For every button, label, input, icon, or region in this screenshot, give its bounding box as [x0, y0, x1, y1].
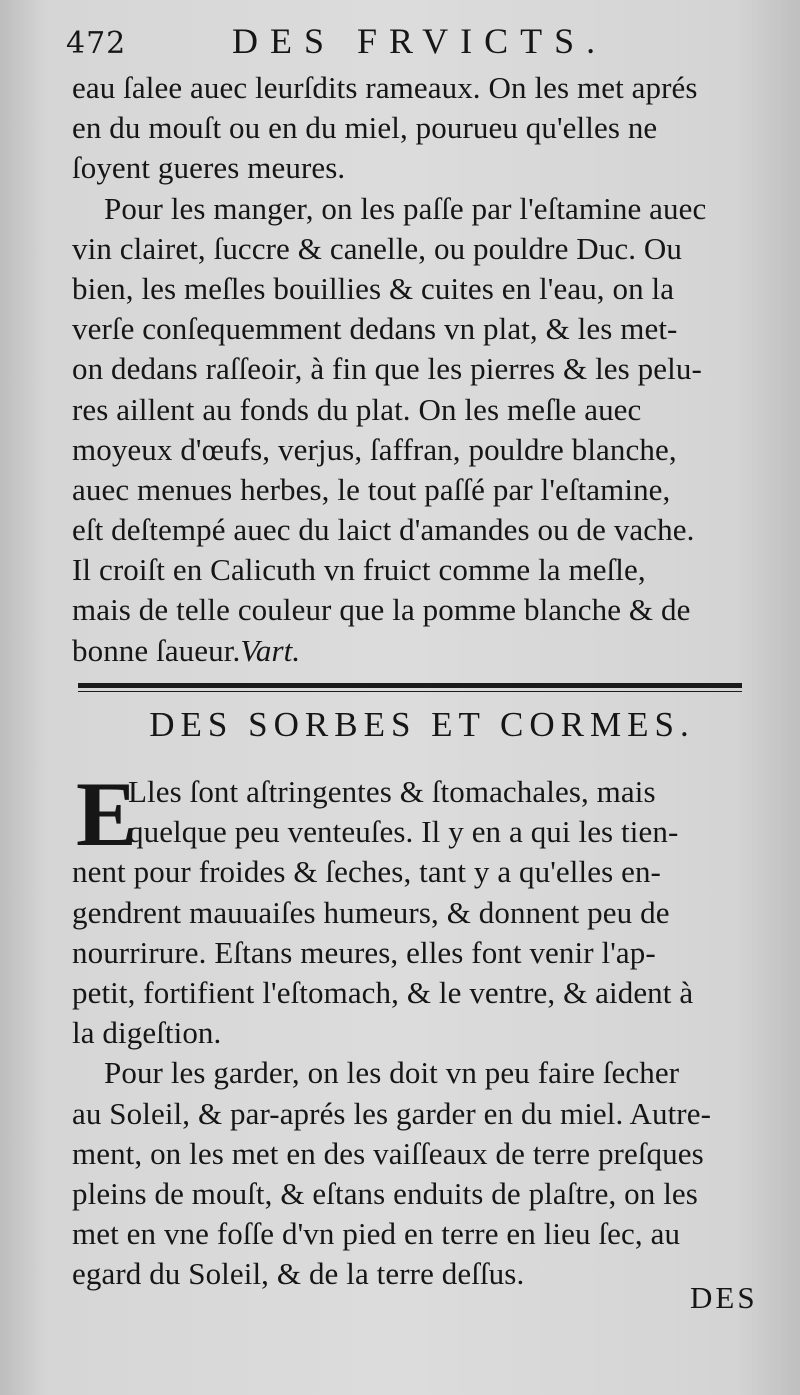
text-line: la digeſtion.	[72, 1015, 222, 1051]
author-reference: Vart.	[240, 632, 301, 668]
text-line: Lles ſont aſtringentes & ſtomachales, mais	[128, 774, 656, 809]
catchword: DES	[690, 1280, 758, 1315]
text-line: pleins de mouſt, & eſtans enduits de plaſtre, on les	[72, 1175, 698, 1211]
text-line-last	[72, 631, 772, 671]
text-line: met en vne foſſe d'vn pied en terre en lieu ſec, au	[72, 1216, 681, 1252]
text-line: ſoyent gueres meures.	[72, 150, 346, 186]
section-divider	[78, 683, 742, 692]
text-line: Il croiſt en Calicuth vn fruict comme la meſle,	[72, 552, 646, 588]
section-title: DES SORBES ET CORMES.	[149, 705, 695, 744]
text-line: moyeux d'œufs, verjus, ſaffran, pouldre blanche,	[72, 431, 677, 467]
text-line: quelque peu venteuſes. Il y en a qui les tien-	[128, 814, 679, 850]
text-line-last-roman: bonne ſaueur.	[72, 632, 241, 668]
text-line: auec menues herbes, le tout paſſé par l'eſtamine,	[72, 471, 671, 507]
text-line: gendrent mauuaiſes humeurs, & donnent peu de	[72, 894, 670, 930]
text-block-fruits	[72, 68, 772, 671]
text-line: verſe conſequemment dedans vn plat, & les met-	[72, 311, 678, 347]
text-line: en du mouſt ou en du miel, pourueu qu'elles ne	[72, 110, 658, 146]
text-line: au Soleil, & par-aprés les garder en du miel. Autre-	[72, 1095, 712, 1131]
text-line: Pour les manger, on les paſſe par l'eſtamine auec	[104, 190, 707, 226]
divider-thick-line	[78, 683, 742, 688]
text-line: mais de telle couleur que la pomme blanche & de	[72, 592, 691, 628]
text-line: eſt deſtempé auec du laict d'amandes ou de vache.	[72, 512, 695, 548]
text-line: on dedans raſſeoir, à fin que les pierres & les pelu-	[72, 351, 702, 387]
running-head: DES FRVICTS.	[232, 21, 608, 61]
text-line: res aillent au fonds du plat. On les meſle auec	[72, 391, 642, 427]
divider-thin-line	[78, 691, 742, 692]
text-line: egard du Soleil, & de la terre deſſus.	[72, 1256, 525, 1292]
page-number: 472	[66, 26, 127, 61]
text-line: nourrirure. Eſtans meures, elles font venir l'ap-	[72, 934, 656, 970]
text-line: ment, on les met en des vaiſſeaux de terre preſques	[72, 1135, 704, 1171]
drop-cap: E	[76, 763, 138, 865]
text-block-sorbes	[72, 763, 772, 1294]
text-line: Pour les garder, on les doit vn peu faire ſecher	[104, 1055, 680, 1091]
text-line: bien, les meſles bouillies & cuites en l'eau, on la	[72, 270, 675, 306]
text-line: vin clairet, ſuccre & canelle, ou pouldre Duc. Ou	[72, 230, 683, 266]
text-line: nent pour froides & ſeches, tant y a qu'elles en-	[72, 854, 661, 890]
page-header	[62, 18, 762, 60]
text-line: petit, fortifient l'eſtomach, & le ventre, & aident à	[72, 974, 694, 1010]
text-line: eau ſalee auec leurſdits rameaux. On les met aprés	[72, 70, 698, 105]
